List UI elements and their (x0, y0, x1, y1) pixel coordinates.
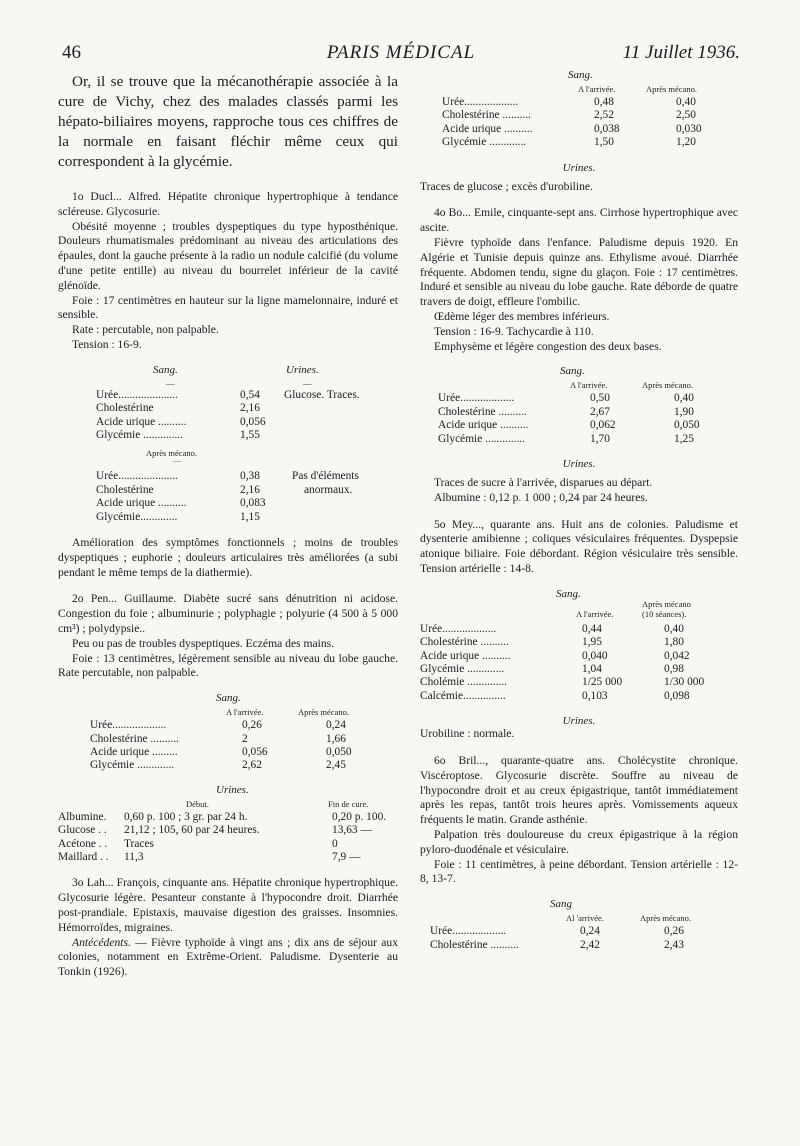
cell-value: 0,050 (326, 746, 352, 758)
urine-note: Pas d'éléments (292, 470, 359, 483)
cell-value: 0,26 (242, 719, 262, 732)
cell-label: Urée..................... (96, 388, 178, 401)
cell-label: Cholestérine .......... (442, 109, 531, 122)
cell-value: 2 (242, 732, 248, 745)
table-row (420, 676, 704, 689)
column-header: Après mécano. (298, 707, 349, 718)
cell-label: Glycémie............. (96, 510, 178, 523)
cell-value: 2,45 (326, 759, 346, 772)
case1-paragraph: Tension : 16-9. (72, 337, 142, 351)
page-header (62, 42, 740, 68)
section-label: Urines. (562, 715, 596, 728)
column-header: Fin de cure. (328, 798, 369, 809)
cell-value: 0,40 (664, 622, 684, 635)
cell-value: 11,3 (124, 851, 144, 864)
section-label: Urines. (216, 783, 249, 796)
cell-value: 0,24 (580, 925, 600, 938)
section-label: Sang. (216, 692, 241, 705)
case2-paragraph: Peu ou pas de troubles dyspeptiques. Eczéma des mains. (72, 636, 335, 650)
column-header: Après mécano. (646, 84, 697, 94)
section-label: Urines. (562, 458, 596, 471)
case3-urines: Traces de glucose ; excès d'urobiline. (420, 179, 593, 193)
case6-title: 6o Bril..., quarante-quatre ans. Cholécystite chronique. Viscéroptose. Glycosurie discrète. Souffre au niveau de l'hypocondre droit et au creux épigastrique, tantôt immédiatement après les repas, tantôt trois heures après. Vomissements aqueux fréquents le matin. Grande asthénie. (420, 754, 738, 827)
cell-value: 0,48 (594, 96, 614, 108)
column-header: A l'arrivée. (226, 707, 264, 718)
cell-value: 1,70 (590, 432, 610, 445)
table-row (96, 511, 359, 524)
case6-paragraph: Foie : 11 centimètres, à peine débordant. Tension artérielle : 12-8, 13-7. (420, 857, 738, 886)
case1-table-1 (96, 389, 398, 443)
section-label: Sang (550, 898, 572, 911)
cell-label: Cholémie .............. (420, 676, 508, 689)
cell-label: Acide urique .......... (438, 419, 529, 432)
cell-label: Glucose . . (58, 824, 107, 837)
table-row (442, 109, 702, 122)
cell-label: Cholestérine (96, 402, 154, 415)
case2-blood-table (90, 719, 352, 773)
case3-title: 3o Lah... François, cinquante ans. Hépatite chronique hypertrophique. Glycosurie légère. Pesanteur constante à l'hypocondre droit. Diarrhée post-prandiale. Epistaxis, mauvaise digestion des graisses. Insomnies. Hémorroïdes, migraines. (58, 876, 398, 934)
case6-heads (420, 899, 738, 925)
cell-label: Urée................... (442, 96, 519, 108)
cell-value: 0,20 p. 100. (332, 810, 387, 823)
table-row (420, 690, 704, 703)
dash: — (166, 377, 175, 388)
page-number: 46 (62, 42, 81, 63)
cell-value: 1,20 (676, 136, 696, 149)
cell-label: Acide urique .......... (442, 122, 533, 135)
cell-label: Glycémie ............. (420, 663, 505, 676)
cell-label: Cholestérine .......... (420, 636, 509, 649)
case4-blood-table-wrap (438, 392, 738, 446)
cell-value: 0,062 (590, 419, 616, 432)
dash: — (303, 377, 312, 388)
case1-after-table (96, 470, 359, 524)
cell-value: 1,15 (240, 510, 260, 523)
case1-paragraph: Rate : percutable, non palpable. (72, 323, 219, 337)
cell-value: 0,056 (240, 415, 266, 428)
case2-urine-table (58, 811, 386, 865)
table-row (96, 389, 360, 402)
cell-label: Albumine. (58, 810, 107, 823)
case4-paragraph: Tension : 16-9. Tachycardie à 110. (434, 324, 594, 338)
section-label: Sang. (560, 365, 585, 378)
cell-label: Acide urique .......... (96, 415, 187, 428)
apres-mecano-label: Après mécano. (146, 448, 197, 459)
cell-value: 0,54 (240, 388, 260, 401)
cell-value: 0,103 (582, 689, 608, 702)
table-row (90, 746, 352, 759)
case3-antecedents (58, 936, 398, 980)
case1-blood-table (96, 389, 360, 443)
cell-label: Calcémie............... (420, 689, 506, 702)
table-row (96, 470, 359, 483)
section-label: Sang. (153, 363, 178, 376)
cell-value: 1,66 (326, 732, 346, 745)
cell-value: 2,16 (240, 483, 260, 496)
case1-paragraph: Obésité moyenne ; troubles dyspeptiques du type hyposthénique. Douleurs rhumatismales prédominant au niveau des articulations des épaules, dont la gauche présente à la radio un nodule calcifié (du volume d'une petite entille) au niveau du bourrelet inférieur de la cavité glénoïde. (58, 219, 398, 292)
table-row (96, 497, 359, 510)
cell-label: Urée................... (430, 925, 507, 938)
table-row (58, 824, 386, 837)
cell-value: 2,50 (676, 109, 696, 122)
section-label: Sang. (568, 69, 593, 81)
cell-label: Cholestérine .......... (438, 405, 527, 418)
cell-value: 0,50 (590, 392, 610, 405)
case2-urine-table-wrap (58, 811, 398, 865)
column-header: Al 'arrivée. (566, 913, 604, 924)
cell-value: 0,050 (674, 419, 700, 432)
cell-label: Acide urique ......... (90, 746, 178, 758)
case4-blood-table (438, 392, 700, 446)
column-header: A l'arrivée. (570, 380, 608, 391)
cell-value: 1,55 (240, 428, 260, 441)
cell-value: 2,67 (590, 405, 610, 418)
table-row (420, 623, 704, 636)
column-header: Après mécano. (642, 380, 693, 391)
column-header: A l'arrivée. (576, 608, 614, 619)
table-row (90, 719, 352, 732)
case2-paragraph: Foie : 13 centimètres, légèrement sensible au niveau du lobe gauche. Rate percutable, non palpable. (58, 651, 398, 680)
case6-blood-table-wrap (430, 925, 738, 952)
table-row (90, 759, 352, 772)
cell-value: 1,80 (664, 636, 684, 649)
right-column (420, 70, 738, 952)
cell-value: 2,42 (580, 938, 600, 951)
cell-value: 0,60 p. 100 ; 3 gr. par 24 h. (124, 810, 248, 823)
cell-value: 1,25 (674, 432, 694, 445)
cell-label: Cholestérine (96, 483, 154, 496)
antecedents-label: Antécédents. (72, 935, 131, 949)
case4-urines: Albumine : 0,12 p. 1 000 ; 0,24 par 24 heures. (434, 490, 648, 504)
table-row (438, 433, 700, 446)
cell-value: 0,40 (676, 96, 696, 108)
cell-value: 1/25 000 (582, 676, 623, 689)
case1-result: Amélioration des symptômes fonctionnels ; moins de troubles dyspeptiques ; euphorie ; douleurs articulaires très améliorées (a subi pendant le même temps de la diathermie). (58, 536, 398, 579)
case5-heads (420, 589, 738, 623)
cell-value: 2,16 (240, 402, 260, 415)
cell-value: 0,098 (664, 689, 690, 702)
table-row (430, 939, 684, 952)
case3-blood-heads (420, 70, 738, 96)
cell-value: 0,38 (240, 470, 260, 483)
case5-blood-table-wrap (420, 623, 738, 703)
table-row (58, 851, 386, 864)
column-header: Début. (186, 798, 209, 809)
section-label: Sang. (556, 587, 581, 600)
cell-label: Glycémie .............. (96, 428, 183, 441)
cell-label: Urée................... (90, 719, 167, 732)
column-header: (10 séances). (642, 608, 687, 619)
cell-label: Glycémie ............. (442, 136, 527, 149)
cell-value: 1,90 (674, 405, 694, 418)
cell-value: 21,12 ; 105, 60 par 24 heures. (124, 824, 260, 837)
cell-value: 0,038 (594, 122, 620, 135)
case4-title: 4o Bo... Emile, cinquante-sept ans. Cirrhose hypertrophique avec ascite. (420, 206, 738, 235)
cell-label: Acétone . . (58, 837, 108, 850)
cell-value: 2,52 (594, 109, 614, 122)
left-column (58, 70, 398, 980)
issue-date: 11 Juillet 1936. (622, 42, 740, 63)
cell-label: Cholestérine .......... (430, 938, 519, 951)
cell-label: Acide urique .......... (420, 649, 511, 662)
table-row (430, 925, 684, 938)
cell-value: 1,50 (594, 136, 614, 149)
cell-value: 0,24 (326, 719, 346, 732)
table-row (438, 392, 700, 405)
cell-label: Urée..................... (96, 470, 178, 483)
table-row (438, 419, 700, 432)
cell-label: Glycémie ............. (90, 759, 175, 772)
case4-urines: Traces de sucre à l'arrivée, disparues au départ. (434, 476, 653, 490)
table-row (58, 811, 386, 824)
cell-value: 13,63 — (332, 824, 372, 837)
case6-blood-table (430, 925, 684, 952)
case1-title: 1o Ducl... Alfred. Hépatite chronique hypertrophique à tendance scléreuse. Glycosurie. (58, 190, 398, 218)
urine-note: anormaux. (304, 483, 353, 496)
cell-value: 7,9 — (332, 851, 361, 864)
case2-heads (58, 693, 398, 719)
table-row (96, 416, 360, 429)
case6-paragraph: Palpation très douloureuse du creux épigastrique à la région pyloro-duodénale et vésiculaire. (420, 828, 738, 856)
table-row (442, 96, 702, 109)
table-row (442, 136, 702, 149)
cell-value: 1,04 (582, 663, 602, 676)
cell-label: Urée................... (438, 392, 515, 405)
table-row (90, 733, 352, 746)
cell-value: Traces (124, 837, 154, 850)
case4-heads (420, 366, 738, 392)
case5-urines: Urobiline : normale. (420, 727, 515, 741)
cell-label: Cholestérine .......... (90, 732, 179, 745)
case1-paragraph: Foie : 17 centimètres en hauteur sur la ligne mamelonnaire, induré et sensible. (58, 293, 398, 322)
case1-table-heads (58, 365, 398, 389)
table-row (420, 663, 704, 676)
column-header: A l'arrivée. (578, 84, 616, 94)
case4-paragraph: Fièvre typhoïde dans l'enfance. Paludisme depuis 1920. En Algérie et Tunisie depuis quinze ans. Ethylisme avoué. Diarrhée fréquente. Abdomen tendu, signe du glaçon. Foie : 17 centimètres. Induré et sensible au niveau du lobe gauche. Rate déborde de quatre travers de doigt, effleure l'ombilic. (420, 236, 738, 309)
cell-value: 0,040 (582, 649, 608, 662)
cell-value: 1/30 000 (664, 676, 705, 689)
dash: — (173, 456, 181, 466)
table-row (420, 636, 704, 649)
urine-note: Glucose. Traces. (284, 388, 360, 401)
cell-value: 0,056 (242, 746, 268, 758)
case4-paragraph: Emphysème et légère congestion des deux bases. (434, 339, 662, 353)
intro-paragraph: Or, il se trouve que la mécanothérapie associée à la cure de Vichy, chez des malades classés parmi les hépato-biliaires moyens, rapproche tous ces chiffres de la normale en faisant fléchir même ceux qui correspondent à la glycémie. (58, 73, 398, 170)
cell-label: Glycémie .............. (438, 432, 525, 445)
cell-value: 0,40 (674, 392, 694, 405)
table-row (420, 650, 704, 663)
cell-value: 0,44 (582, 622, 602, 635)
cell-value: 0,042 (664, 649, 690, 662)
journal-title: PARIS MÉDICAL (326, 42, 476, 63)
table-row (96, 402, 360, 415)
case1-table-2 (96, 470, 398, 524)
case2-blood-table-wrap (90, 719, 398, 773)
cell-value: 0 (332, 837, 338, 850)
cell-label: Maillard . . (58, 851, 109, 864)
cell-label: Acide urique .......... (96, 497, 187, 510)
cell-value: 1,95 (582, 636, 602, 649)
cell-label: Urée................... (420, 622, 497, 635)
cell-value: 0,030 (676, 122, 702, 135)
section-label: Urines. (286, 363, 319, 376)
antecedents-text: — Fièvre typhoïde à vingt ans ; dix ans de séjour aux colonies, notamment en Extrême-Orient. Paludisme. Dysenterie au Tonkin (1926). (58, 935, 398, 979)
case5-title: 5o Mey..., quarante ans. Huit ans de colonies. Paludisme et dysenterie amibienne ; coliques vésiculaires fréquentes. Dyspepsie atonique biliaire. Foie débordant. Région vésiculaire très sensible. Tension artérielle : 14-8. (420, 517, 738, 575)
case4-paragraph: Œdème léger des membres inférieurs. (434, 310, 610, 323)
section-label: Urines. (562, 161, 596, 174)
case3-blood-table (442, 96, 702, 150)
table-row (96, 429, 360, 442)
table-row (438, 406, 700, 419)
cell-value: 2,62 (242, 759, 262, 772)
table-row (96, 484, 359, 497)
cell-value: 2,43 (664, 938, 684, 951)
column-header: Après mécano. (640, 913, 691, 924)
case5-blood-table (420, 623, 704, 703)
case2-title: 2o Pen... Guillaume. Diabète sucré sans dénutrition ni acidose. Congestion du foie ; albuminurie ; polyphagie ; polyurie (4 500 à 5 000 cm³) ; polydypsie.. (58, 592, 398, 635)
cell-value: 0,083 (240, 497, 266, 510)
column-header: Après mécano (642, 598, 691, 609)
table-row (58, 838, 386, 851)
cell-value: 0,98 (664, 663, 684, 676)
case3-blood-table-wrap (442, 96, 738, 150)
cell-value: 0,26 (664, 925, 684, 938)
table-row (442, 123, 702, 136)
case2-urine-heads (58, 785, 398, 811)
